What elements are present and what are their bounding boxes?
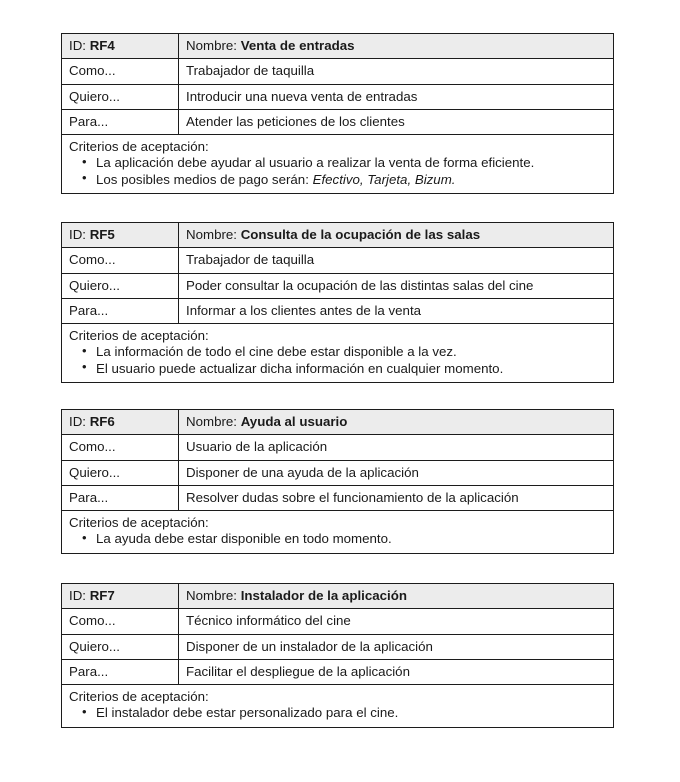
table-row bbox=[62, 298, 614, 323]
requirement-id-cell bbox=[62, 223, 179, 248]
list-item bbox=[96, 361, 606, 376]
criterion-text: Los posibles medios de pago serán: bbox=[96, 171, 313, 187]
nombre-prefix-label: Nombre: bbox=[186, 227, 237, 242]
para-value-cell: Facilitar el despliegue de la aplicación bbox=[179, 659, 614, 684]
list-item bbox=[96, 531, 606, 546]
acceptance-criteria-title: Criterios de aceptación: bbox=[69, 139, 209, 155]
table-row bbox=[62, 248, 614, 273]
requirement-name-value: Consulta de la ocupación de las salas bbox=[240, 227, 481, 242]
requirement-id-cell bbox=[62, 34, 179, 59]
id-prefix-label: ID: bbox=[69, 38, 86, 53]
acceptance-criteria-list bbox=[69, 531, 606, 546]
quiero-value-cell: Disponer de una ayuda de la aplicación bbox=[179, 460, 614, 485]
acceptance-criteria-list bbox=[69, 705, 606, 720]
requirement-id-value: RF5 bbox=[89, 227, 115, 242]
como-label-cell: Como... bbox=[62, 435, 179, 460]
para-value-cell: Informar a los clientes antes de la venta bbox=[179, 298, 614, 323]
acceptance-criteria-cell bbox=[62, 685, 614, 728]
quiero-label-cell: Quiero... bbox=[62, 460, 179, 485]
requirement-id-cell bbox=[62, 410, 179, 435]
quiero-value-cell: Disponer de un instalador de la aplicación bbox=[179, 634, 614, 659]
acceptance-criteria-cell bbox=[62, 511, 614, 554]
table-row bbox=[62, 634, 614, 659]
requirement-name-cell bbox=[179, 34, 614, 59]
acceptance-criteria-title: Criterios de aceptación: bbox=[69, 328, 209, 344]
criterion-text: La aplicación debe ayudar al usuario a realizar la venta de forma eficiente. bbox=[96, 155, 535, 171]
nombre-prefix-label: Nombre: bbox=[186, 414, 237, 429]
como-value-cell: Técnico informático del cine bbox=[179, 609, 614, 634]
id-prefix-label: ID: bbox=[69, 227, 86, 242]
quiero-label-cell: Quiero... bbox=[62, 634, 179, 659]
list-item bbox=[96, 344, 606, 359]
table-row bbox=[62, 84, 614, 109]
requirement-id-value: RF7 bbox=[89, 588, 115, 603]
acceptance-criteria-title: Criterios de aceptación: bbox=[69, 689, 209, 705]
para-label-cell: Para... bbox=[62, 109, 179, 134]
table-row bbox=[62, 584, 614, 609]
table-row bbox=[62, 609, 614, 634]
table-row bbox=[62, 135, 614, 194]
quiero-value-cell: Introducir una nueva venta de entradas bbox=[179, 84, 614, 109]
requirement-name-value: Venta de entradas bbox=[240, 38, 355, 53]
criterion-text: El usuario puede actualizar dicha información en cualquier momento. bbox=[96, 360, 504, 376]
table-row bbox=[62, 659, 614, 684]
requirement-table-rf6 bbox=[61, 409, 614, 554]
para-label-cell: Para... bbox=[62, 659, 179, 684]
requirement-name-value: Instalador de la aplicación bbox=[240, 588, 407, 603]
requirement-table-rf5 bbox=[61, 222, 614, 383]
table-row bbox=[62, 460, 614, 485]
para-label-cell: Para... bbox=[62, 485, 179, 510]
acceptance-criteria-list bbox=[69, 155, 606, 187]
table-row bbox=[62, 109, 614, 134]
requirement-table-rf4 bbox=[61, 33, 614, 194]
nombre-prefix-label: Nombre: bbox=[186, 588, 237, 603]
como-value-cell: Trabajador de taquilla bbox=[179, 248, 614, 273]
list-item bbox=[96, 705, 606, 720]
id-prefix-label: ID: bbox=[69, 414, 86, 429]
criterion-text: La ayuda debe estar disponible en todo momento. bbox=[96, 531, 392, 547]
para-value-cell: Resolver dudas sobre el funcionamiento de la aplicación bbox=[179, 485, 614, 510]
table-row bbox=[62, 410, 614, 435]
para-label-cell: Para... bbox=[62, 298, 179, 323]
quiero-label-cell: Quiero... bbox=[62, 273, 179, 298]
table-row bbox=[62, 685, 614, 728]
requirement-id-cell bbox=[62, 584, 179, 609]
como-label-cell: Como... bbox=[62, 248, 179, 273]
acceptance-criteria-title: Criterios de aceptación: bbox=[69, 515, 209, 531]
para-value-cell: Atender las peticiones de los clientes bbox=[179, 109, 614, 134]
requirement-table-rf7 bbox=[61, 583, 614, 728]
requirement-name-cell bbox=[179, 410, 614, 435]
table-row bbox=[62, 435, 614, 460]
requirement-id-value: RF6 bbox=[89, 414, 115, 429]
requirement-name-value: Ayuda al usuario bbox=[240, 414, 348, 429]
table-row bbox=[62, 324, 614, 383]
list-item bbox=[96, 155, 606, 170]
como-label-cell: Como... bbox=[62, 609, 179, 634]
acceptance-criteria-cell bbox=[62, 135, 614, 194]
acceptance-criteria-cell bbox=[62, 324, 614, 383]
table-row bbox=[62, 273, 614, 298]
nombre-prefix-label: Nombre: bbox=[186, 38, 237, 53]
table-row bbox=[62, 511, 614, 554]
como-value-cell: Usuario de la aplicación bbox=[179, 435, 614, 460]
criterion-emphasis-text: Efectivo, Tarjeta, Bizum. bbox=[312, 171, 456, 187]
como-label-cell: Como... bbox=[62, 59, 179, 84]
criterion-text: El instalador debe estar personalizado para el cine. bbox=[96, 705, 399, 721]
table-row bbox=[62, 485, 614, 510]
requirement-name-cell bbox=[179, 584, 614, 609]
requirement-id-value: RF4 bbox=[89, 38, 115, 53]
criterion-text: La información de todo el cine debe estar disponible a la vez. bbox=[96, 344, 457, 360]
id-prefix-label: ID: bbox=[69, 588, 86, 603]
table-row bbox=[62, 59, 614, 84]
quiero-value-cell: Poder consultar la ocupación de las distintas salas del cine bbox=[179, 273, 614, 298]
acceptance-criteria-list bbox=[69, 344, 606, 376]
como-value-cell: Trabajador de taquilla bbox=[179, 59, 614, 84]
quiero-label-cell: Quiero... bbox=[62, 84, 179, 109]
list-item bbox=[96, 172, 606, 187]
table-row bbox=[62, 34, 614, 59]
requirement-name-cell bbox=[179, 223, 614, 248]
table-row bbox=[62, 223, 614, 248]
